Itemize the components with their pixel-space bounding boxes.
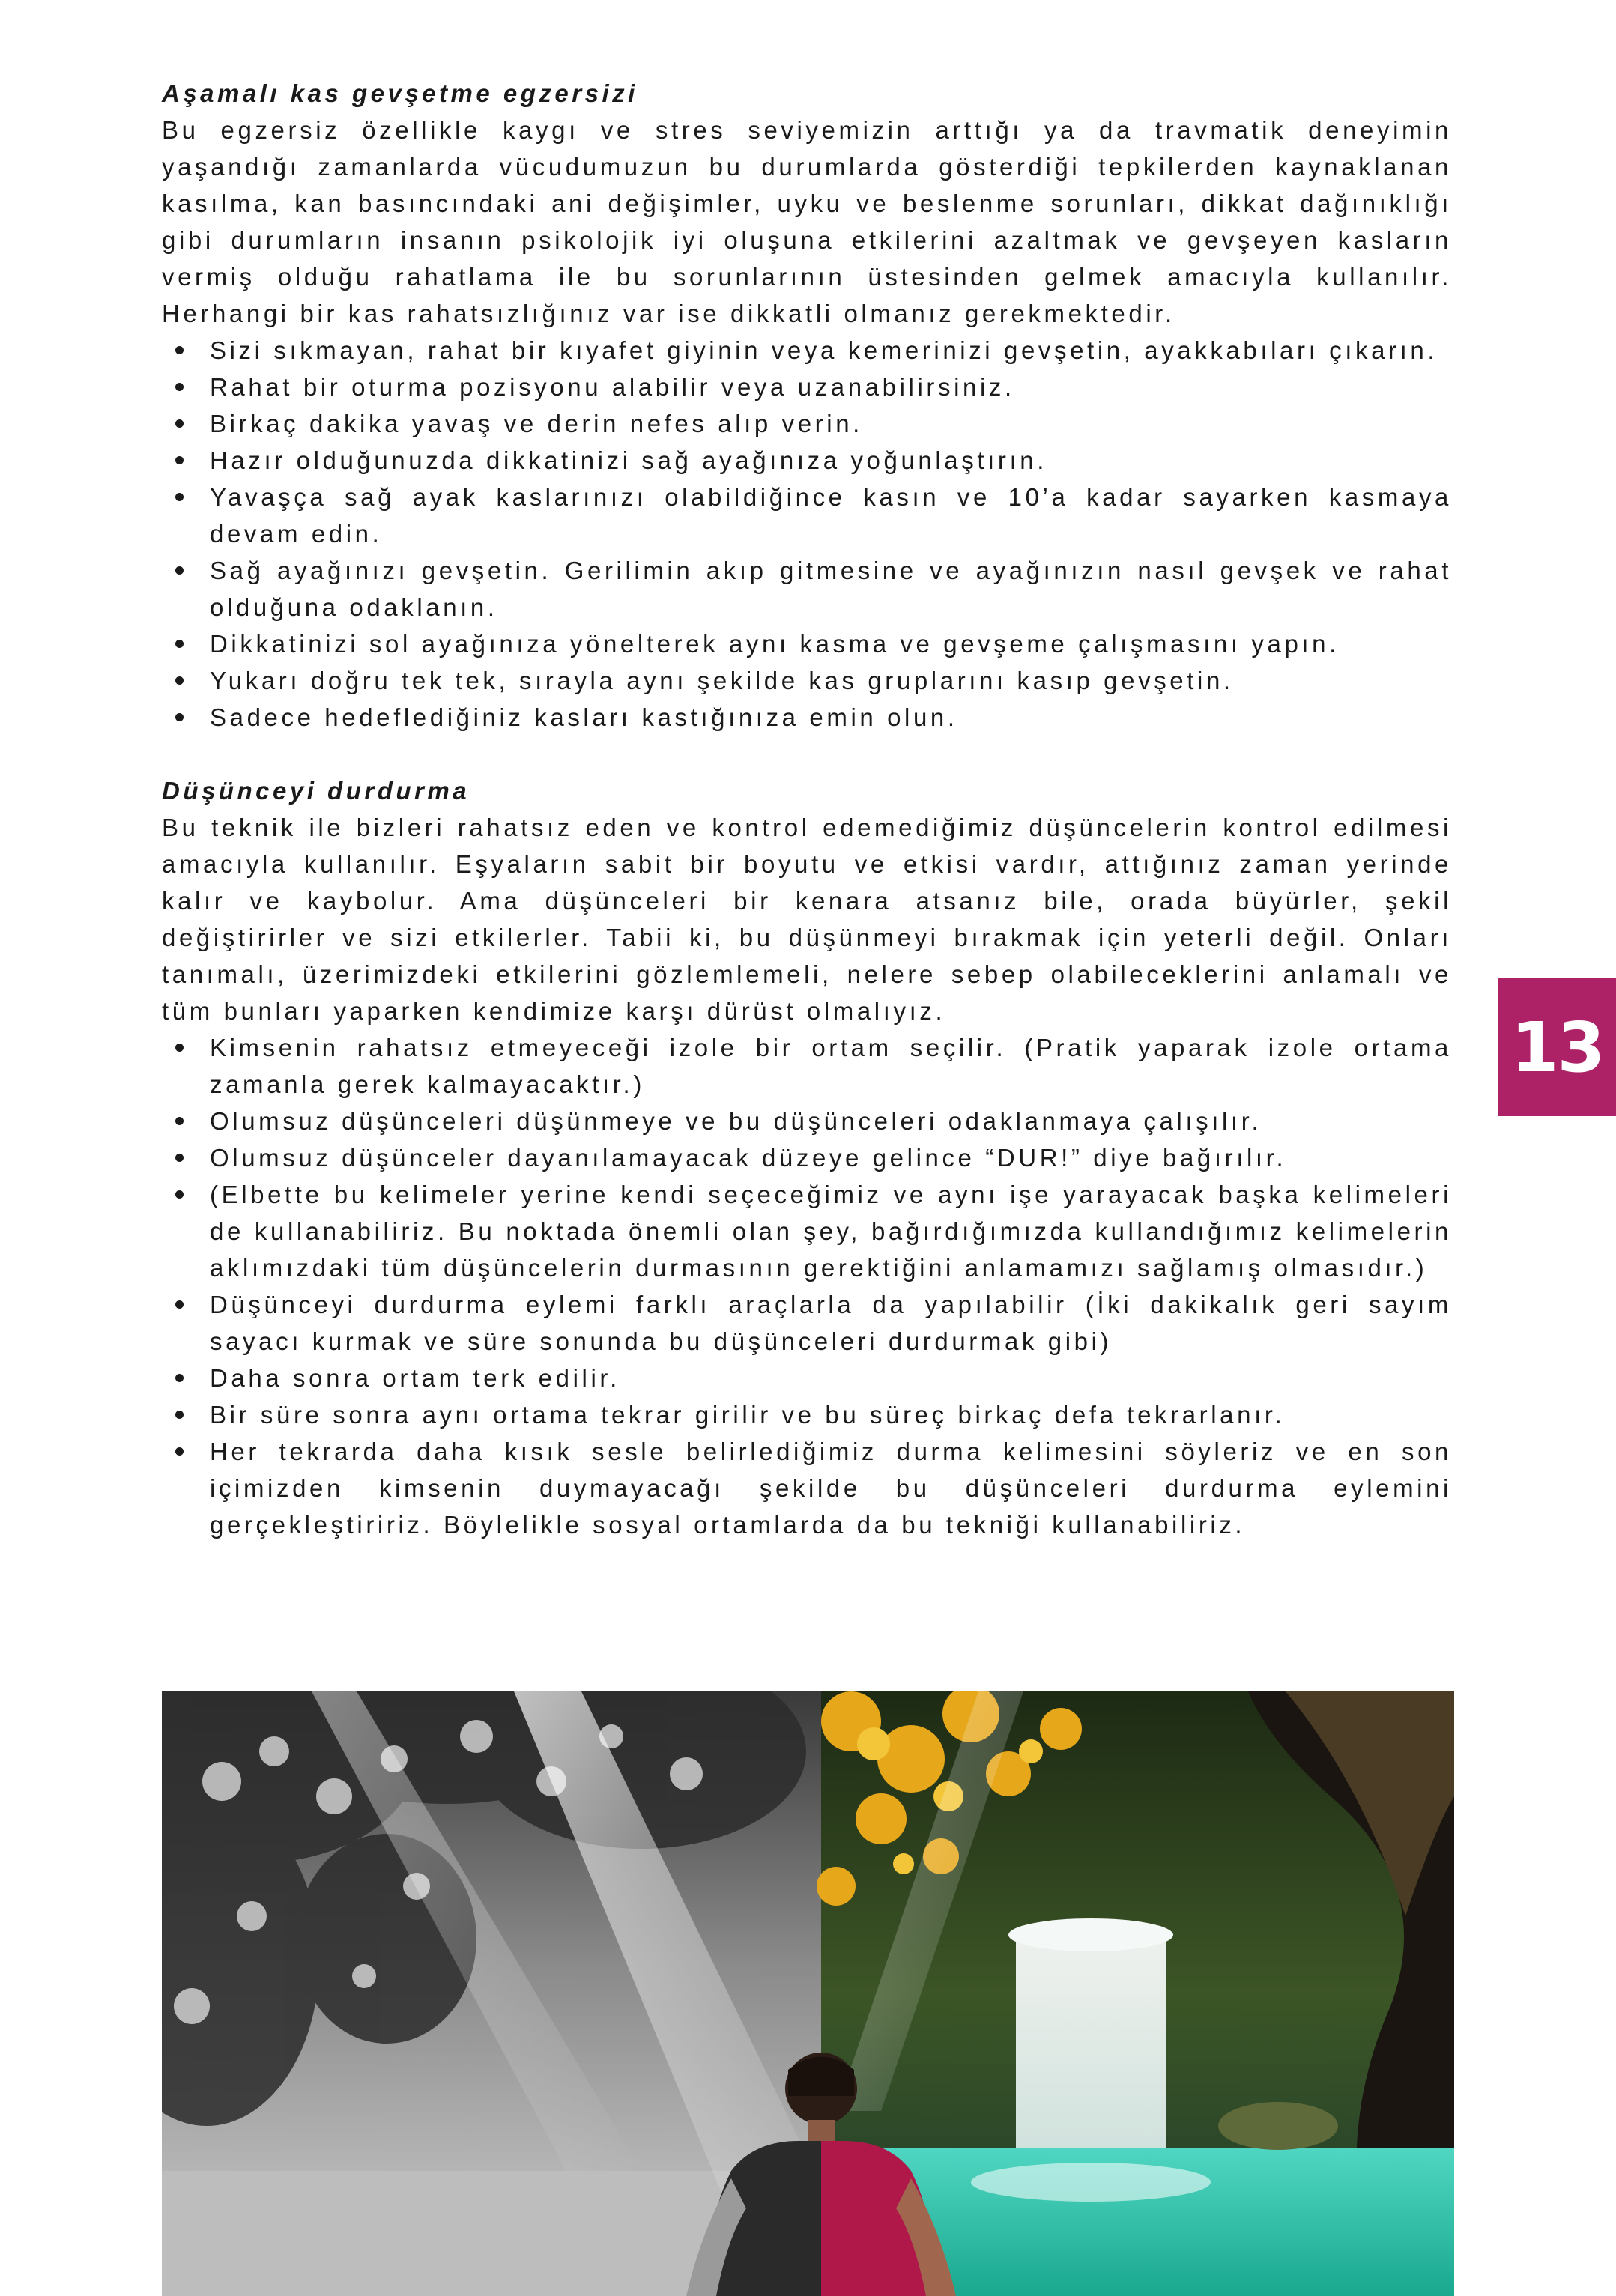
section-heading-thought-stopping: Düşünceyi durdurma — [162, 777, 470, 805]
list-item: Dikkatinizi sol ayağınıza yönelterek aynı kasma ve gevşeme çalışmasını yapın. — [162, 626, 1452, 662]
list-item: Kimsenin rahatsız etmeyeceği izole bir ortam seçilir. (Pratik yaparak izole ortama zamanla gerek kalmayacaktır.) — [162, 1029, 1452, 1103]
list-item: Sağ ayağınızı gevşetin. Gerilimin akıp gitmesine ve ayağınızın nasıl gevşek ve rahat olduğuna odaklanın. — [162, 552, 1452, 626]
list-item: Hazır olduğunuzda dikkatinizi sağ ayağınıza yoğunlaştırın. — [162, 442, 1452, 479]
list-item: Bir süre sonra aynı ortama tekrar girilir ve bu süreç birkaç defa tekrarlanır. — [162, 1396, 1452, 1433]
list-item: Olumsuz düşünceler dayanılamayacak düzeye gelince “DUR!” diye bağırılır. — [162, 1139, 1452, 1176]
list-item: Rahat bir oturma pozisyonu alabilir veya uzanabilirsiniz. — [162, 369, 1452, 405]
list-item: Sadece hedeflediğiniz kasları kastığınıza emin olun. — [162, 699, 1452, 736]
list-item: Olumsuz düşünceleri düşünmeye ve bu düşünceleri odaklanmaya çalışılır. — [162, 1103, 1452, 1139]
list-item: Birkaç dakika yavaş ve derin nefes alıp verin. — [162, 405, 1452, 442]
list-item: Her tekrarda daha kısık sesle belirlediğimiz durma kelimesini söyleriz ve en son içimizden kimsenin duymayacağı şekilde bu düşünceleri durdurma eylemini gerçekleştiririz. Böylelikle sosyal ortamlarda da bu tekniği kullanabiliriz. — [162, 1433, 1452, 1543]
section-spacer — [162, 736, 1452, 772]
section-heading-muscle-relaxation: Aşamalı kas gevşetme egzersizi — [162, 79, 638, 107]
list-item: Yukarı doğru tek tek, sırayla aynı şekilde kas gruplarını kasıp gevşetin. — [162, 662, 1452, 699]
list-item: Yavaşça sağ ayak kaslarınızı olabildiğince kasın ve 10’a kadar sayarken kasmaya devam edin. — [162, 479, 1452, 552]
page-content — [162, 75, 1452, 1543]
page-number: 13 — [1510, 1007, 1604, 1088]
list-item: Daha sonra ortam terk edilir. — [162, 1360, 1452, 1396]
section-paragraph-thought-stopping: Bu teknik ile bizleri rahatsız eden ve kontrol edemediğimiz düşüncelerin kontrol edilmesi amacıyla kullanılır. Eşyaların sabit bir boyutu ve etkisi vardır, attığınız zaman yerinde kalır ve kaybolur. Ama düşünceleri bir kenara atsanız bile, orada büyürler, şekil değiştirirler ve sizi etkilerler. Tabii ki, bu düşünmeyi bırakmak için yeterli değil. Onları tanımalı, üzerimizdeki etkilerini gözlemlemeli, nelere sebep olabileceklerini anlamalı ve tüm bunları yaparken kendimize karşı dürüst olmalıyız. — [162, 814, 1452, 1025]
page-number-tab — [1498, 978, 1616, 1116]
list-item: Düşünceyi durdurma eylemi farklı araçlarla da yapılabilir (İki dakikalık geri sayım sayacı kurmak ve süre sonunda bu düşünceleri durdurmak gibi) — [162, 1286, 1452, 1360]
meditation-waterfall-photo — [162, 1691, 1454, 2296]
bullet-list-thought-stopping — [162, 1029, 1452, 1543]
photo-illustration — [162, 1691, 1454, 2296]
section-paragraph-muscle-relaxation: Bu egzersiz özellikle kaygı ve stres seviyemizin arttığı ya da travmatik deneyimin yaşandığı zamanlarda vücudumuzun bu durumlarda gösterdiği tepkilerden kaynaklanan kasılma, kan basıncındaki ani değişimler, uyku ve beslenme sorunları, dikkat dağınıklığı gibi durumların insanın psikolojik iyi oluşuna etkilerini azaltmak ve gevşeyen kasların vermiş olduğu rahatlama ile bu sorunlarının üstesinden gelmek amacıyla kullanılır. Herhangi bir kas rahatsızlığınız var ise dikkatli olmanız gerekmektedir. — [162, 116, 1452, 327]
bullet-list-muscle-relaxation — [162, 332, 1452, 736]
list-item: Sizi sıkmayan, rahat bir kıyafet giyinin veya kemerinizi gevşetin, ayakkabıları çıkarın. — [162, 332, 1452, 369]
list-item: (Elbette bu kelimeler yerine kendi seçeceğimiz ve aynı işe yarayacak başka kelimeleri de kullanabiliriz. Bu noktada önemli olan şey, bağırdığımızda kullandığımız kelimelerin aklımızdaki tüm düşüncelerin durmasının gerektiğini anlamamızı sağlamış olmasıdır.) — [162, 1176, 1452, 1286]
